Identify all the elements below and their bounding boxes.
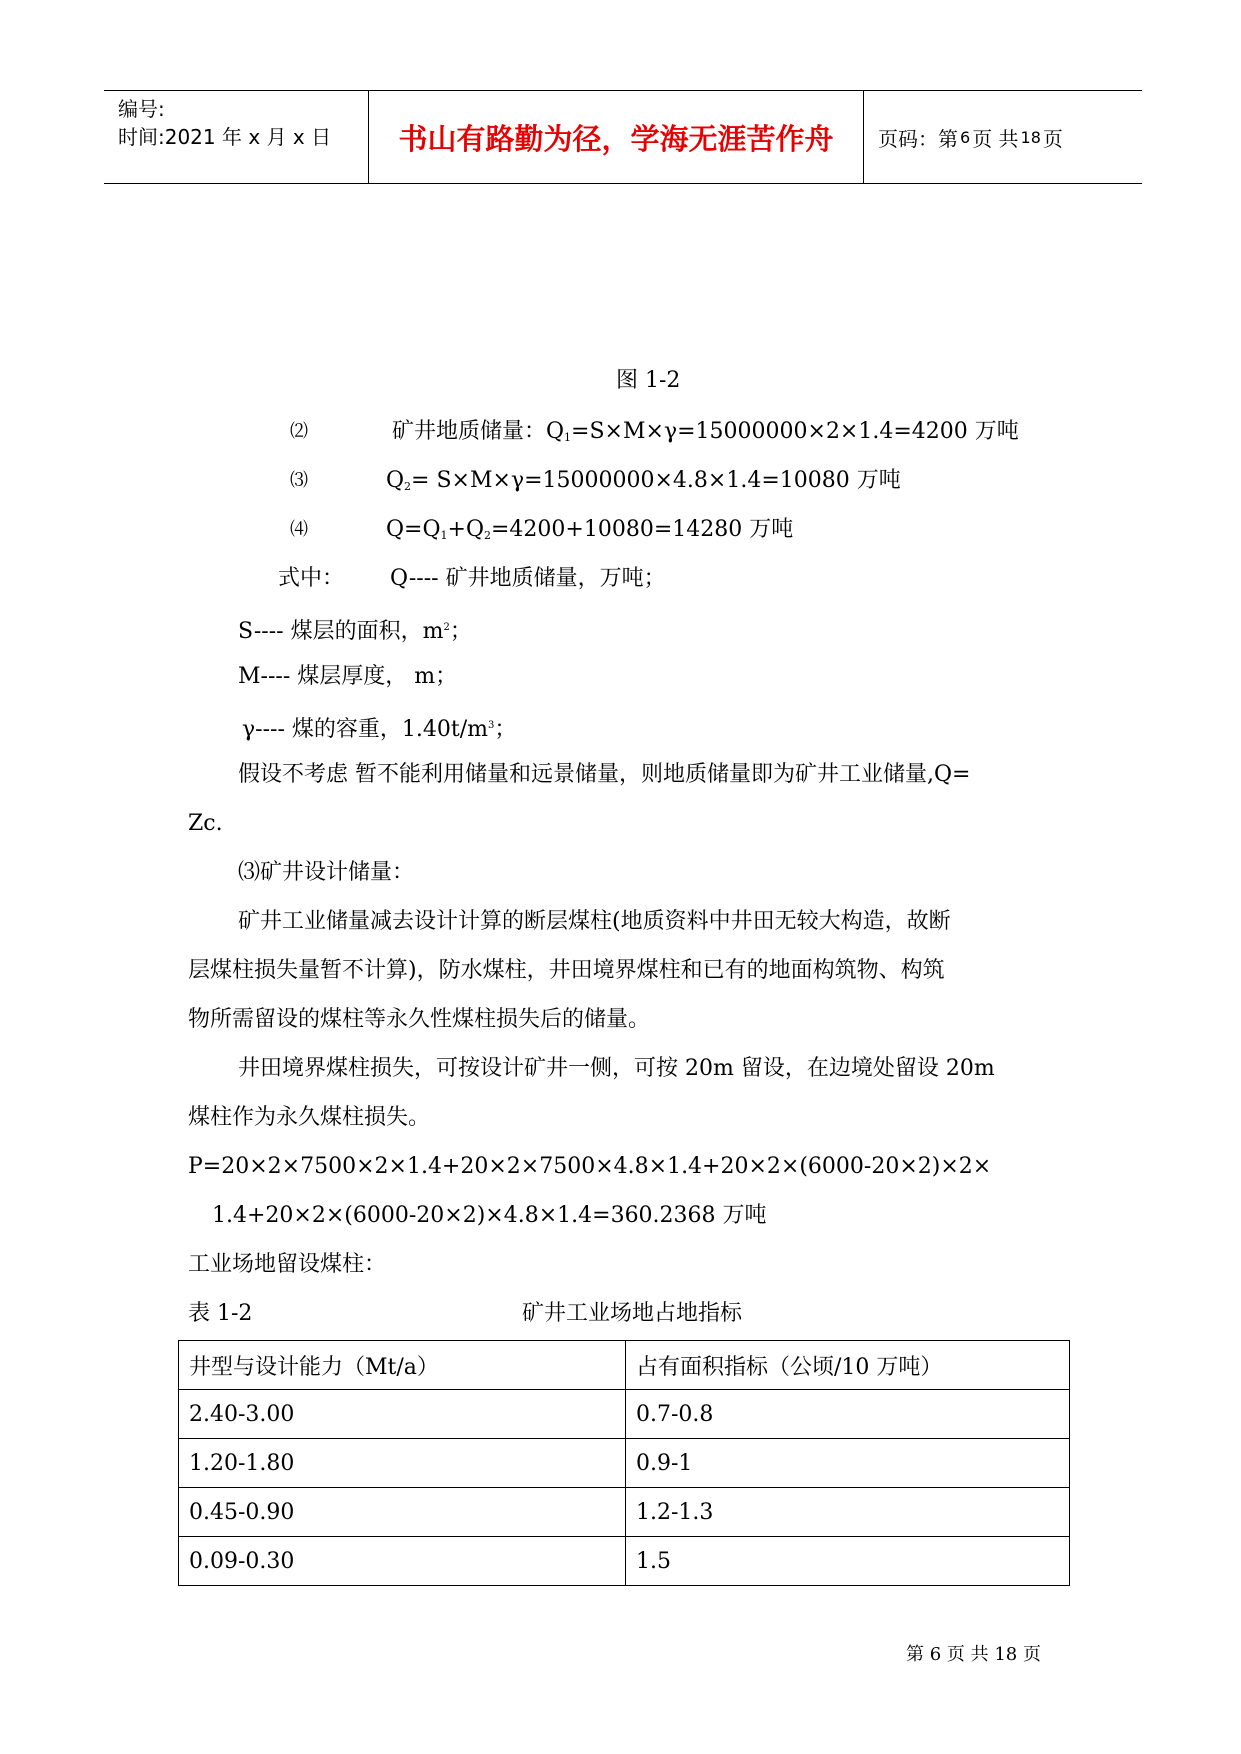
- def-s: S---- 煤层的面积，$m^2$；: [238, 619, 472, 644]
- calc-line2: 1.4+20×2×(6000-20×2)×4.8×1.4=360.2368 万吨: [212, 1203, 767, 1228]
- table-title: 矿井工业场地占地指标: [522, 1301, 743, 1326]
- eq2-formula: 矿井地质储量：$Q_1=S\times M\times\gamma=15000000\times 2\times 1.4=4200$ 万吨: [392, 419, 1019, 444]
- table-header-cell: 井型与设计能力（Mt/a）: [179, 1341, 626, 1390]
- eq4-number: ⑷: [290, 519, 308, 540]
- table-cell: 1.20-1.80: [179, 1439, 626, 1488]
- land-index-table: [178, 1340, 1070, 1586]
- header-motto: 书山有路勤为径，学海无涯苦作舟: [369, 91, 864, 183]
- table-row: [179, 1537, 1070, 1586]
- time-label: 时间:2021 年 x 月 x 日: [118, 125, 332, 149]
- section-3-title: ⑶矿井设计储量：: [238, 860, 415, 885]
- number-label: 编号:: [118, 97, 165, 121]
- para2-line2: 层煤柱损失量暂不计算)，防水煤柱，井田境界煤柱和已有的地面构筑物、构筑: [188, 958, 945, 983]
- table-cell: 0.09-0.30: [179, 1537, 626, 1586]
- where-label: 式中：: [278, 566, 345, 591]
- table-cell: 0.7-0.8: [626, 1390, 1070, 1439]
- page-suffix: 页: [1042, 126, 1063, 151]
- where-q: Q---- 矿井地质储量，万吨；: [390, 566, 666, 591]
- page-total: 18: [1020, 127, 1041, 147]
- para1-line2: Zc.: [188, 811, 223, 836]
- eq3-formula: $Q_2= S\times M\times\gamma=15000000\times 4.8\times 1.4=10080$ 万吨: [386, 468, 901, 493]
- header-meta: [104, 91, 369, 183]
- table-row: [179, 1439, 1070, 1488]
- page-footer: 第 6 页 共 18 页: [906, 1644, 1041, 1665]
- page-mid: 页 共: [972, 126, 1019, 151]
- table-header-row: [179, 1341, 1070, 1390]
- table-row: [179, 1488, 1070, 1537]
- eq4-formula: $Q=Q_1+Q_2=4200+10080=14280$ 万吨: [386, 517, 794, 542]
- table-cell: 0.9-1: [626, 1439, 1070, 1488]
- para2-line1: 矿井工业储量减去设计计算的断层煤柱(地质资料中井田无较大构造，故断: [238, 909, 951, 934]
- para3-line1: 井田境界煤柱损失，可按设计矿井一侧，可按 20m 留设，在边境处留设 20m: [238, 1056, 995, 1081]
- page-prefix: 页码：第: [878, 126, 958, 151]
- table-cell: 1.2-1.3: [626, 1488, 1070, 1537]
- table-cell: 1.5: [626, 1537, 1070, 1586]
- table-header-cell: 占有面积指标（公顷/10 万吨）: [626, 1341, 1070, 1390]
- table-label: 表 1-2: [188, 1301, 253, 1326]
- eq2-number: ⑵: [290, 421, 308, 442]
- def-m: M---- 煤层厚度， m；: [238, 664, 458, 689]
- para2-line3: 物所需留设的煤柱等永久性煤柱损失后的储量。: [188, 1007, 651, 1032]
- para3-line2: 煤柱作为永久煤柱损失。: [188, 1105, 431, 1130]
- page-header: [104, 90, 1142, 184]
- table-row: [179, 1390, 1070, 1439]
- table-cell: 0.45-0.90: [179, 1488, 626, 1537]
- page-number: 6: [960, 127, 971, 147]
- figure-caption: 图 1-2: [616, 368, 681, 393]
- calc-line1: P=20×2×7500×2×1.4+20×2×7500×4.8×1.4+20×2×(6000-20×2)×2×: [188, 1154, 992, 1179]
- def-gamma: γ---- 煤的容重，$1.40t/m^3$；: [242, 717, 517, 742]
- site-heading: 工业场地留设煤柱：: [188, 1252, 387, 1277]
- header-page-info: [864, 91, 1142, 183]
- para1-line1: 假设不考虑 暂不能利用储量和远景储量，则地质储量即为矿井工业储量,Q=: [238, 762, 971, 787]
- table-cell: 2.40-3.00: [179, 1390, 626, 1439]
- eq3-number: ⑶: [290, 470, 308, 491]
